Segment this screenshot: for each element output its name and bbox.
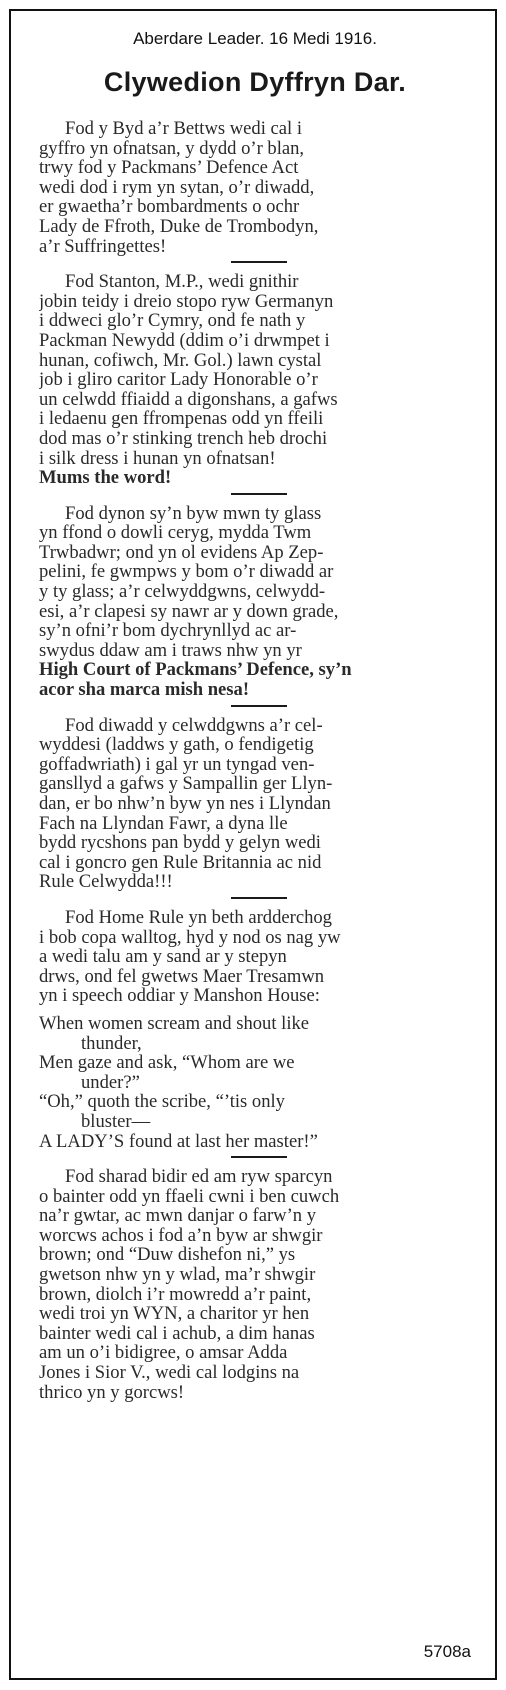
text-line: hunan, cofiwch, Mr. Gol.) lawn cystal — [39, 350, 322, 371]
text-line: swydus ddaw am i traws nhw yn yr — [39, 640, 302, 661]
text-line: y ty glass; a’r celwyddgwns, celwydd- — [39, 582, 326, 602]
section-divider — [231, 1156, 287, 1158]
text-line: brown; ond “Duw dishefon ni,” ys — [39, 1245, 296, 1266]
paragraph-4 — [39, 716, 479, 892]
text-line: i silk dress i hunan yn ofnatsan! — [39, 448, 276, 469]
text-line: trwy fod y Packmans’ Defence Act — [39, 158, 299, 178]
text-line: un celwdd ffiaidd a digonshans, a gafws — [39, 389, 338, 410]
text-line: wyddesi (laddws y gath, o fendigetig — [39, 735, 314, 755]
text-line: goffadwriath) i gal yr un tyngad ven- — [39, 754, 315, 775]
text-line: yn i speech oddiar y Manshon House: — [39, 986, 320, 1006]
paragraph-2 — [39, 272, 479, 488]
text-line: pelini, fe gwmpws y bom o’r diwadd ar — [39, 562, 334, 583]
verse-line: thunder, — [81, 1033, 142, 1054]
text-line: thrico yn y gorcws! — [39, 1382, 185, 1403]
text-line: job i gliro caritor Lady Honorable o’r — [39, 370, 318, 390]
text-line: worcws achos i fod a’n byw ar shwgir — [39, 1225, 323, 1246]
text-line: am un o’i bidigree, o amsar Adda — [39, 1343, 288, 1364]
text-line: dan, er bo nhw’n byw yn nes i Llyndan — [39, 794, 331, 814]
text-line: bydd rycshons pan bydd y gelyn wedi — [39, 833, 321, 853]
text-line: Fod Home Rule yn beth ardderchog — [65, 907, 332, 928]
text-line: jobin teidy i dreio stopo ryw Germanyn — [39, 291, 334, 312]
newspaper-caption: Aberdare Leader. 16 Medi 1916. — [133, 29, 377, 48]
text-line: cal i goncro gen Rule Britannia ac nid — [39, 852, 322, 873]
spacer — [39, 1006, 479, 1014]
text-line: bainter wedi cal i achub, a dim hanas — [39, 1323, 315, 1344]
text-line: Fach na Llyndan Fawr, a dyna lle — [39, 813, 288, 834]
text-line: Mums the word! — [39, 468, 172, 488]
verse-line: “Oh,” quoth the scribe, “’tis only — [39, 1092, 285, 1112]
text-line: a’r Suffringettes! — [39, 236, 167, 257]
verse-line: under?” — [81, 1072, 140, 1093]
text-line: brown, diolch i’r mowredd a’r paint, — [39, 1284, 312, 1305]
article-headline: Clywedion Dyffryn Dar. — [103, 67, 407, 97]
verse-line: When women scream and shout like — [39, 1013, 310, 1034]
text-line: i bob copa walltog, hyd y nod os nag yw — [39, 927, 341, 948]
text-line: o bainter odd yn ffaeli cwni i ben cuwch — [39, 1186, 340, 1207]
text-line: esi, a’r clapesi sy nawr ar y down grade, — [39, 601, 339, 622]
catalog-number: 5708a — [423, 1642, 471, 1661]
section-divider — [231, 897, 287, 899]
section-divider — [231, 493, 287, 495]
verse-line: Men gaze and ask, “Whom are we — [39, 1053, 295, 1073]
clipping-frame — [9, 9, 497, 1680]
paragraph-1 — [39, 119, 479, 256]
paragraph-3 — [39, 504, 479, 700]
text-line: Lady de Ffroth, Duke de Trombodyn, — [39, 216, 319, 237]
text-line: wedi troi yn WYN, a charitor yr hen — [39, 1304, 310, 1324]
text-line: Fod dynon sy’n byw mwn ty glass — [65, 503, 322, 524]
text-line: sy’n ofni’r bom dychrynllyd ac ar- — [39, 621, 297, 641]
text-line: gyffro yn ofnatsan, y dydd o’r blan, — [39, 138, 305, 159]
paragraph-6 — [39, 1167, 479, 1402]
section-divider — [231, 705, 287, 707]
text-line: Packman Newydd (ddim o’i drwmpet i — [39, 330, 330, 351]
text-line: Fod diwadd y celwddgwns a’r cel- — [65, 715, 323, 736]
text-line: High Court of Packmans’ Defence, sy’n — [39, 660, 352, 681]
text-line: dod mas o’r stinking trench heb drochi — [39, 428, 328, 449]
article-body — [39, 119, 479, 1402]
text-line: Fod sharad bidir ed am ryw sparcyn — [65, 1167, 333, 1187]
text-line: Fod y Byd a’r Bettws wedi cal i — [65, 119, 303, 139]
text-line: er gwaetha’r bombardments o ochr — [39, 197, 300, 217]
paragraph-5 — [39, 908, 479, 1006]
text-line: i ledaenu gen ffrompenas odd yn ffeili — [39, 409, 324, 429]
text-line: gansllyd a gafws y Sampallin ger Llyn- — [39, 774, 333, 794]
text-line: wedi dod i rym yn sytan, o’r diwadd, — [39, 177, 315, 198]
text-line: acor sha marca mish nesa! — [39, 680, 250, 700]
section-divider — [231, 261, 287, 263]
text-line: i ddweci glo’r Cymry, ond fe nath y — [39, 311, 306, 331]
text-line: a wedi talu am y sand ar y stepyn — [39, 947, 287, 967]
text-line: Trwbadwr; ond yn ol evidens Ap Zep- — [39, 542, 324, 563]
text-line: Rule Celwydda!!! — [39, 872, 173, 892]
verse-block — [39, 1014, 479, 1151]
verse-line: bluster— — [81, 1111, 151, 1132]
text-line: Jones i Sior V., wedi cal lodgins na — [39, 1363, 300, 1383]
text-line: yn ffond o dowli ceryg, mydda Twm — [39, 523, 312, 543]
verse-line: A LADY’S found at last her master!” — [39, 1131, 318, 1152]
text-line: na’r gwtar, ac mwn danjar o farw’n y — [39, 1206, 317, 1226]
text-line: drws, ond fel gwetws Maer Tresamwn — [39, 966, 325, 987]
text-line: Fod Stanton, M.P., wedi gnithir — [65, 272, 299, 292]
text-line: gwetson nhw yn y wlad, ma’r shwgir — [39, 1265, 316, 1285]
